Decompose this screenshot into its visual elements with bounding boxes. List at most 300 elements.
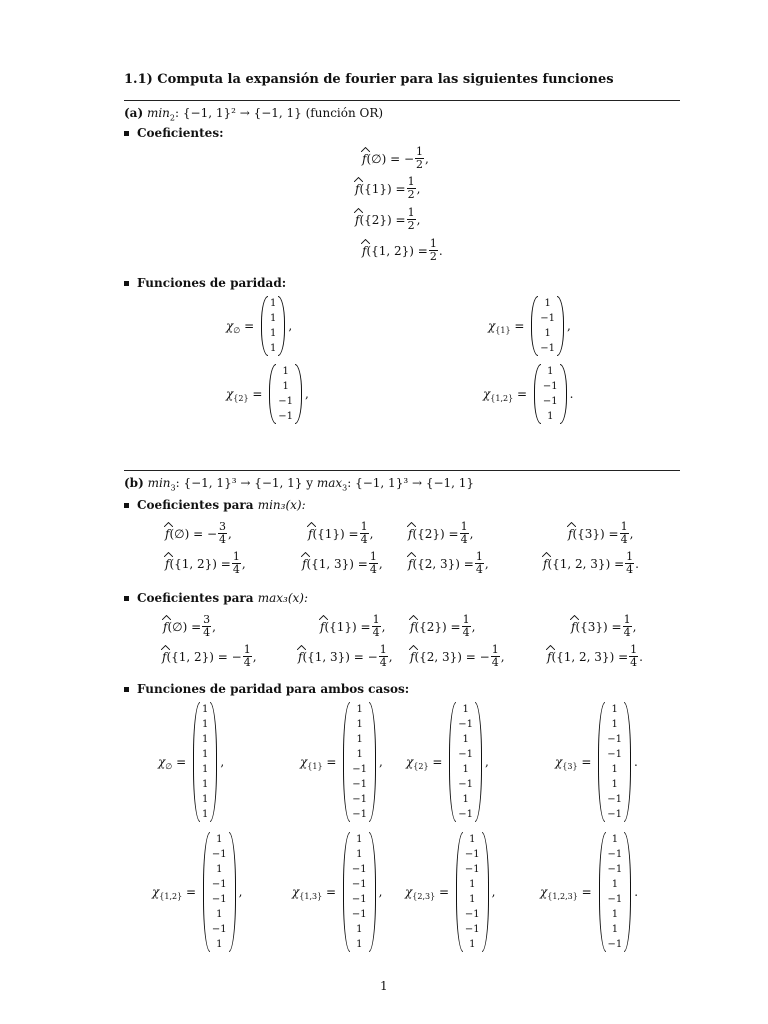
min-coef-3	[568, 521, 633, 546]
coef-arg: ({1}) =	[359, 181, 406, 196]
coef-arg: ({1, 3}) =	[306, 556, 368, 571]
vector-end: ,	[220, 755, 225, 769]
vector-end: ,	[491, 885, 496, 899]
fraction-numerator: 1	[407, 206, 415, 219]
vector-end: .	[569, 387, 574, 401]
coef-heading-a	[124, 126, 224, 140]
parity-heading-b	[124, 682, 409, 696]
max-coef-2	[410, 614, 475, 639]
equals-sign: =	[322, 885, 340, 899]
coef-end: ,	[500, 649, 505, 664]
equals-sign: =	[510, 319, 529, 333]
chi-symbol: χ	[406, 755, 414, 769]
right-paren	[624, 702, 631, 822]
left-paren	[343, 832, 350, 952]
fraction-numerator: 1	[620, 520, 628, 533]
bullet-icon	[124, 596, 129, 601]
fraction	[372, 614, 381, 639]
vector-end: .	[634, 755, 638, 769]
fraction	[475, 551, 484, 576]
coef-arg: ({1}) =	[324, 619, 371, 634]
column-vector	[449, 702, 482, 822]
left-paren	[534, 364, 541, 424]
part-a-heading	[124, 106, 383, 122]
vector-entry: 1	[201, 779, 209, 790]
coef-arg: ({2}) =	[414, 619, 461, 634]
coef-end: ,	[388, 649, 393, 664]
vector-entry: −1	[542, 381, 558, 392]
vector-entry: 1	[216, 834, 223, 845]
fraction	[460, 521, 469, 546]
fraction	[407, 176, 416, 201]
fraction	[620, 521, 629, 546]
f-hat-symbol: f	[162, 650, 166, 664]
fraction	[462, 614, 471, 639]
fraction	[623, 614, 632, 639]
vector-entry: 1	[201, 809, 209, 820]
min-coef-6	[408, 551, 489, 576]
chi-symbol: χ	[152, 885, 160, 899]
vector-entry: −1	[352, 779, 367, 790]
vector-end: ,	[238, 885, 243, 899]
vector-entry: 1	[269, 313, 277, 324]
fraction	[429, 238, 438, 263]
part-a-func-sub: 2	[169, 113, 176, 123]
a-coef-2	[355, 207, 420, 232]
vector-entries	[606, 832, 625, 952]
b-parity-1	[300, 702, 383, 822]
f-hat-symbol: f	[355, 213, 359, 227]
fraction-denominator: 4	[475, 563, 483, 577]
fraction-denominator: 4	[203, 626, 211, 640]
part-a-func: min	[146, 106, 170, 120]
left-paren	[599, 832, 606, 952]
fraction-numerator: 1	[243, 643, 251, 656]
fraction-denominator: 2	[407, 188, 415, 202]
vector-entry: 1	[547, 411, 554, 422]
f-hat-symbol: f	[547, 650, 551, 664]
column-vector	[261, 296, 285, 356]
equals-sign: =	[577, 885, 596, 899]
f-hat-symbol: f	[410, 620, 414, 634]
left-paren	[456, 832, 463, 952]
part-a-heading-rest: : {−1, 1}² → {−1, 1} (función OR)	[175, 106, 384, 120]
left-paren	[269, 364, 276, 424]
part-b-min-func: min	[147, 476, 171, 490]
coef-end: ,	[425, 151, 429, 166]
part-b-min-sub: 3	[170, 483, 176, 493]
fraction-denominator: 4	[626, 563, 634, 577]
fraction-numerator: 1	[623, 613, 631, 626]
max-coef-0	[163, 614, 216, 639]
coef-end: ,	[252, 649, 257, 664]
vector-entry: −1	[607, 794, 622, 805]
coef-arg: (∅) = −	[366, 151, 415, 166]
coef-end: .	[635, 556, 639, 571]
vector-entry: −1	[458, 749, 473, 760]
vector-entry: −1	[607, 894, 623, 905]
fraction-denominator: 4	[219, 533, 227, 547]
fraction-numerator: 3	[203, 613, 211, 626]
fraction-numerator: 3	[219, 520, 227, 533]
f-hat-symbol: f	[165, 527, 169, 541]
column-vector	[343, 832, 376, 952]
equals-sign: =	[182, 885, 200, 899]
vector-entry: 1	[469, 939, 476, 950]
fraction	[379, 644, 388, 669]
vector-entries	[463, 832, 482, 952]
max-coef-7	[547, 644, 643, 669]
vector-entry: 1	[201, 749, 209, 760]
coef-arg: ({1, 2, 3}) =	[547, 556, 625, 571]
coef-min-heading-label: Coeficientes para	[137, 498, 254, 512]
vector-entry: −1	[278, 411, 293, 422]
chi-symbol: χ	[555, 755, 563, 769]
vector-entries	[605, 702, 624, 822]
page-number: 1	[380, 979, 388, 993]
chi-subscript: ∅	[233, 325, 241, 335]
vector-entry: 1	[611, 779, 618, 790]
column-vector	[203, 832, 236, 952]
vector-entry: 1	[547, 366, 554, 377]
vector-entry: 1	[356, 924, 363, 935]
chi-subscript: {1}	[495, 325, 511, 335]
f-hat-symbol: f	[298, 650, 302, 664]
vector-entry: 1	[611, 879, 619, 890]
equals-sign: =	[513, 387, 531, 401]
bullet-icon	[124, 503, 129, 508]
vector-entry: 1	[201, 704, 209, 715]
vector-entry: 1	[544, 328, 551, 339]
vector-entries	[268, 296, 278, 356]
coef-end: ,	[228, 526, 232, 541]
coef-arg: ({2, 3}) = −	[414, 649, 490, 664]
coef-end: .	[639, 649, 643, 664]
fraction	[232, 551, 241, 576]
coef-end: ,	[378, 556, 383, 571]
vector-entry: −1	[458, 809, 473, 820]
min-coef-1	[308, 521, 373, 546]
vector-entry: −1	[607, 749, 622, 760]
right-paren	[229, 832, 236, 952]
f-hat-symbol: f	[308, 527, 312, 541]
vector-end: ,	[288, 319, 293, 333]
fraction-numerator: 1	[460, 520, 468, 533]
column-vector	[599, 832, 632, 952]
vector-entry: −1	[352, 764, 367, 775]
max-coef-3	[571, 614, 636, 639]
vector-entry: −1	[458, 779, 473, 790]
coef-arg: (∅) =	[167, 619, 202, 634]
b-parity-4	[152, 832, 242, 952]
fraction-numerator: 1	[407, 175, 415, 188]
part-b-heading-text: : {−1, 1}³ → {−1, 1} y	[175, 476, 317, 490]
column-vector	[531, 296, 564, 356]
vector-entry: 1	[216, 909, 223, 920]
coef-arg: (∅) = −	[169, 526, 218, 541]
vector-end: ,	[485, 755, 489, 769]
vector-entry: −1	[464, 864, 480, 875]
f-hat-symbol: f	[302, 557, 306, 571]
fraction-numerator: 1	[491, 643, 499, 656]
coef-end: ,	[241, 556, 246, 571]
a-coef-0	[362, 146, 429, 171]
vector-entry: −1	[351, 864, 367, 875]
fraction-numerator: 1	[369, 550, 377, 563]
chi-subscript: {2}	[413, 761, 429, 771]
chi-subscript: ∅	[165, 761, 173, 771]
fraction-numerator: 1	[626, 550, 634, 563]
vector-entry: 1	[356, 939, 363, 950]
b-parity-3	[555, 702, 638, 822]
coef-end: ,	[469, 526, 474, 541]
right-paren	[560, 364, 567, 424]
fraction	[415, 146, 424, 171]
equals-sign: =	[172, 755, 190, 769]
fraction-denominator: 2	[407, 219, 415, 233]
chi-symbol: χ	[158, 755, 166, 769]
b-parity-7	[540, 832, 638, 952]
min-coef-4	[165, 551, 246, 576]
coef-end: ,	[416, 212, 421, 227]
fraction-denominator: 4	[491, 656, 499, 670]
left-paren	[449, 702, 456, 822]
equals-sign: =	[428, 755, 447, 769]
coef-end: ,	[471, 619, 476, 634]
column-vector	[343, 702, 376, 822]
a-coef-1	[355, 176, 420, 201]
coef-arg: ({1, 2}) =	[366, 243, 428, 258]
f-hat-symbol: f	[408, 527, 412, 541]
a-parity-1	[488, 296, 571, 356]
vector-entry: 1	[462, 764, 469, 775]
max-coef-4	[162, 644, 257, 669]
vector-entry: 1	[216, 864, 223, 875]
column-vector	[598, 702, 631, 822]
right-paren	[557, 296, 564, 356]
vector-entries	[200, 702, 210, 822]
section-divider-a	[124, 100, 680, 101]
fraction-numerator: 1	[360, 520, 368, 533]
column-vector	[193, 702, 217, 822]
coef-arg: ({1}) =	[312, 526, 359, 541]
right-paren	[624, 832, 631, 952]
vector-entry: −1	[352, 794, 367, 805]
left-paren	[598, 702, 605, 822]
vector-entry: 1	[356, 704, 363, 715]
left-paren	[343, 702, 350, 822]
vector-entry: 1	[611, 909, 619, 920]
f-hat-symbol: f	[408, 557, 412, 571]
max-coef-6	[410, 644, 505, 669]
vector-entries	[538, 296, 557, 356]
fraction	[629, 644, 638, 669]
parity-heading-a	[124, 276, 286, 290]
coef-arg: ({2}) =	[412, 526, 459, 541]
chi-subscript: {1}	[307, 761, 323, 771]
coef-arg: ({2}) =	[359, 212, 406, 227]
f-hat-symbol: f	[163, 620, 167, 634]
bullet-icon	[124, 281, 129, 286]
equals-sign: =	[577, 755, 596, 769]
chi-subscript: {1,3}	[299, 891, 323, 901]
left-paren	[193, 702, 200, 822]
f-hat-symbol: f	[362, 152, 366, 166]
f-hat-symbol: f	[355, 182, 359, 196]
f-hat-symbol: f	[571, 620, 575, 634]
vector-entry: 1	[201, 764, 209, 775]
vector-entry: −1	[607, 849, 623, 860]
vector-entry: 1	[201, 734, 209, 745]
right-paren	[369, 832, 376, 952]
chi-symbol: χ	[226, 319, 234, 333]
fraction-denominator: 4	[460, 533, 468, 547]
coef-end: ,	[369, 526, 374, 541]
vector-end: ,	[378, 885, 383, 899]
min-coef-2	[408, 521, 473, 546]
vector-entry: −1	[211, 924, 227, 935]
vector-entry: 1	[611, 924, 619, 935]
fraction-denominator: 4	[620, 533, 628, 547]
vector-entry: 1	[356, 834, 363, 845]
f-hat-symbol: f	[410, 650, 414, 664]
fraction-numerator: 1	[429, 237, 437, 250]
a-parity-2	[226, 364, 309, 424]
right-paren	[475, 702, 482, 822]
fraction-numerator: 1	[475, 550, 483, 563]
b-parity-2	[406, 702, 489, 822]
fraction-denominator: 4	[379, 656, 387, 670]
left-paren	[203, 832, 210, 952]
f-hat-symbol: f	[320, 620, 324, 634]
vector-end: .	[634, 885, 639, 899]
chi-symbol: χ	[540, 885, 548, 899]
coef-end: ,	[212, 619, 216, 634]
chi-symbol: χ	[405, 885, 413, 899]
f-hat-symbol: f	[543, 557, 547, 571]
a-parity-0	[226, 296, 292, 356]
vector-entry: 1	[469, 834, 476, 845]
min-coef-0	[165, 521, 232, 546]
fraction	[360, 521, 369, 546]
fraction-denominator: 4	[462, 626, 470, 640]
vector-end: ,	[305, 387, 309, 401]
left-paren	[531, 296, 538, 356]
bullet-icon	[124, 131, 129, 136]
vector-entries	[541, 364, 560, 424]
chi-subscript: {3}	[562, 761, 578, 771]
b-parity-6	[405, 832, 495, 952]
vector-entry: −1	[278, 396, 293, 407]
vector-entry: 1	[611, 704, 618, 715]
vector-entry: 1	[611, 764, 618, 775]
chi-subscript: {2,3}	[412, 891, 436, 901]
b-parity-5	[292, 832, 382, 952]
fraction-denominator: 4	[630, 656, 638, 670]
chi-subscript: {1,2}	[490, 393, 514, 403]
vector-entry: 1	[201, 794, 209, 805]
vector-entry: 1	[469, 894, 476, 905]
vector-entry: −1	[211, 894, 227, 905]
coef-arg: ({1, 2}) =	[169, 556, 231, 571]
fraction-denominator: 4	[369, 563, 377, 577]
fraction-denominator: 4	[623, 626, 631, 640]
vector-entry: −1	[607, 864, 623, 875]
vector-entry: 1	[462, 734, 469, 745]
coef-arg: ({3}) =	[575, 619, 622, 634]
coef-arg: ({2, 3}) =	[412, 556, 474, 571]
fraction-numerator: 1	[416, 145, 424, 158]
column-vector	[456, 832, 489, 952]
vector-entry: 1	[269, 343, 277, 354]
chi-symbol: χ	[292, 885, 300, 899]
chi-subscript: {1,2}	[159, 891, 183, 901]
equals-sign: =	[248, 387, 267, 401]
vector-entry: −1	[542, 396, 558, 407]
coef-arg: ({3}) =	[572, 526, 619, 541]
parity-heading-b-label: Funciones de paridad para ambos casos:	[137, 682, 410, 696]
a-coef-3	[362, 238, 443, 263]
fraction	[369, 551, 378, 576]
vector-entry: −1	[464, 849, 480, 860]
vector-entry: 1	[356, 749, 363, 760]
vector-entry: 1	[544, 298, 551, 309]
coef-arg: ({1, 2, 3}) =	[551, 649, 629, 664]
f-hat-symbol: f	[362, 244, 366, 258]
vector-entry: 1	[282, 381, 289, 392]
fraction	[243, 644, 252, 669]
fraction-denominator: 4	[372, 626, 380, 640]
coef-max-heading-label: Coeficientes para	[137, 591, 254, 605]
fraction-numerator: 1	[372, 613, 380, 626]
a-parity-3	[483, 364, 573, 424]
min-coef-5	[302, 551, 383, 576]
coef-min-heading-arg: min₃(x):	[257, 498, 306, 512]
chi-symbol: χ	[300, 755, 308, 769]
coef-min-heading	[124, 498, 306, 512]
vector-entries	[210, 832, 229, 952]
vector-entries	[350, 702, 369, 822]
right-paren	[482, 832, 489, 952]
vector-entry: 1	[462, 704, 469, 715]
equals-sign: =	[435, 885, 453, 899]
fraction-numerator: 1	[630, 643, 638, 656]
coef-end: ,	[381, 619, 386, 634]
b-parity-0	[158, 702, 224, 822]
coef-arg: ({1, 3}) = −	[302, 649, 378, 664]
chi-symbol: χ	[483, 387, 491, 401]
left-paren	[261, 296, 268, 356]
f-hat-symbol: f	[165, 557, 169, 571]
equals-sign: =	[240, 319, 258, 333]
coef-end: .	[438, 243, 443, 258]
vector-entry: −1	[351, 894, 367, 905]
vector-entry: 1	[462, 794, 469, 805]
chi-subscript: {2}	[233, 393, 249, 403]
fraction	[218, 521, 227, 546]
coef-end: ,	[629, 526, 634, 541]
part-b-max-sub: 3	[342, 483, 348, 493]
vector-entry: −1	[352, 809, 367, 820]
vector-entry: −1	[351, 909, 367, 920]
vector-end: ,	[379, 755, 383, 769]
vector-entry: 1	[201, 719, 209, 730]
fraction-denominator: 2	[416, 158, 424, 172]
vector-entry: −1	[607, 939, 623, 950]
coef-max-heading-arg: max₃(x):	[257, 591, 308, 605]
coef-end: ,	[632, 619, 637, 634]
fraction-denominator: 4	[360, 533, 368, 547]
